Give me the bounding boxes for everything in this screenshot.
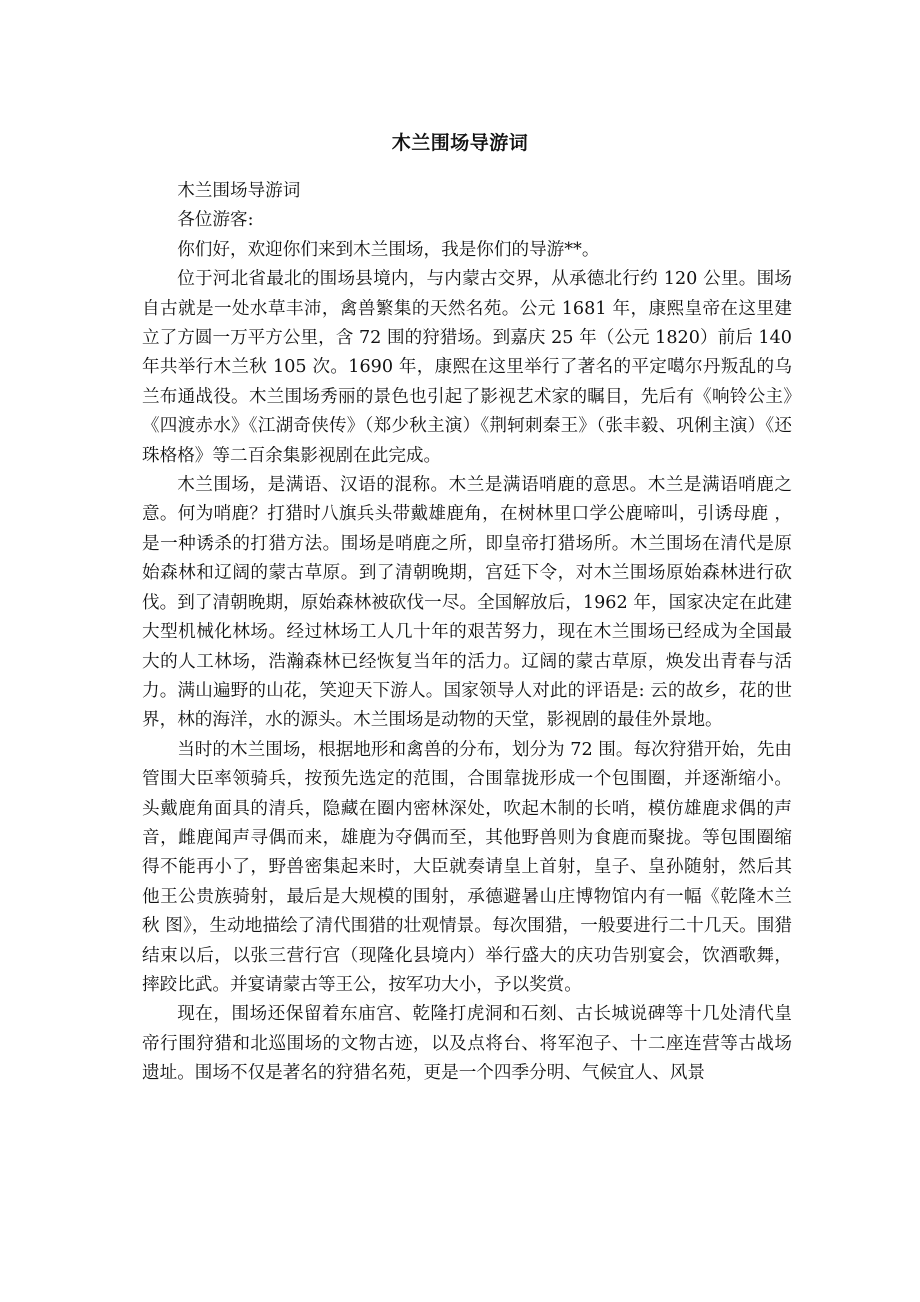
paragraph-location: 位于河北省最北的围场县境内，与内蒙古交界，从承德北行约 120 公里。围场自古就是一处水草丰沛，禽兽繁集的天然名苑。公元 1681 年，康熙皇帝在这里建立了方圆一万平方公里，含 72 围的狩猎场。到嘉庆 25 年（公元 1820）前后 140 年共举行木兰秋 105 次。1690 年，康熙在这里举行了著名的平定噶尔丹叛乱的乌兰布通战役。木兰围场秀丽的景色也引起了影视艺术家的瞩目，先后有《响铃公主》《四渡赤水》《江湖奇侠传》（郑少秋主演）《荆轲刺秦王》（张丰毅、巩俐主演）《还珠格格》等二百余集影视剧在此完成。 [142, 269, 792, 466]
paragraph-hunting: 当时的木兰围场，根据地形和禽兽的分布，划分为 72 围。每次狩猎开始，先由管围大臣率领骑兵，按预先选定的范围，合围靠拢形成一个包围圈，并逐渐缩小。头戴鹿角面具的清兵，隐藏在圈内密林深处，吹起木制的长哨，模仿雄鹿求偶的声音，雌鹿闻声寻偶而来，雄鹿为夺偶而至，其他野兽则为食鹿而聚拢。等包围圈缩得不能再小了，野兽密集起来时，大臣就奏请皇上首射，皇子、皇孙随射，然后其他王公贵族骑射，最后是大规模的围射，承德避暑山庄博物馆内有一幅《乾隆木兰秋 图》，生动地描绘了清代围猎的壮观情景。每次围猎，一般要进行二十几天。围猎结束以后，以张三营行宫（现隆化县境内）举行盛大的庆功告别宴会，饮酒歌舞，摔跤比武。并宴请蒙古等王公，按军功大小，予以奖赏。 [142, 739, 792, 995]
paragraph-relics: 现在，围场还保留着东庙宫、乾隆打虎洞和石刻、古长城说碑等十几处清代皇帝行围狩猎和北巡围场的文物古迹，以及点将台、将军泡子、十二座连营等古战场遗址。围场不仅是著名的狩猎名苑，更是一个四季分明、气候宜人、风景 [142, 1004, 792, 1084]
paragraph-name-origin: 木兰围场，是满语、汉语的混称。木兰是满语哨鹿的意思。木兰是满语哨鹿之意。何为哨鹿？打猎时八旗兵头带戴雄鹿角，在树林里口学公鹿啼叫，引诱母鹿 ，是一种诱杀的打猎方法。围场是哨鹿之所，即皇帝打猎场所。木兰围场在清代是原始森林和辽阔的蒙古草原。到了清朝晚期，宫廷下令，对木兰围场原始森林进行砍伐。到了清朝晚期，原始森林被砍伐一尽。全国解放后，1962 年，国家决定在此建大型机械化林场。经过林场工人几十年的艰苦努力，现在木兰围场已经成为全国最大的人工林场，浩瀚森林已经恢复当年的活力。辽阔的蒙古草原，焕发出青春与活力。满山遍野的山花，笑迎天下游人。国家领导人对此的评语是: 云的故乡，花的世界，林的海洋，水的源头。木兰围场是动物的天堂，影视剧的最佳外景地。 [142, 475, 792, 731]
document-title: 木兰围场导游词 [391, 131, 529, 154]
paragraph-greeting: 各位游客: [177, 210, 254, 231]
paragraph-welcome: 你们好，欢迎你们来到木兰围场，我是你们的导游**。 [177, 239, 600, 260]
paragraph-subtitle: 木兰围场导游词 [177, 181, 301, 201]
document-body [142, 177, 792, 1089]
